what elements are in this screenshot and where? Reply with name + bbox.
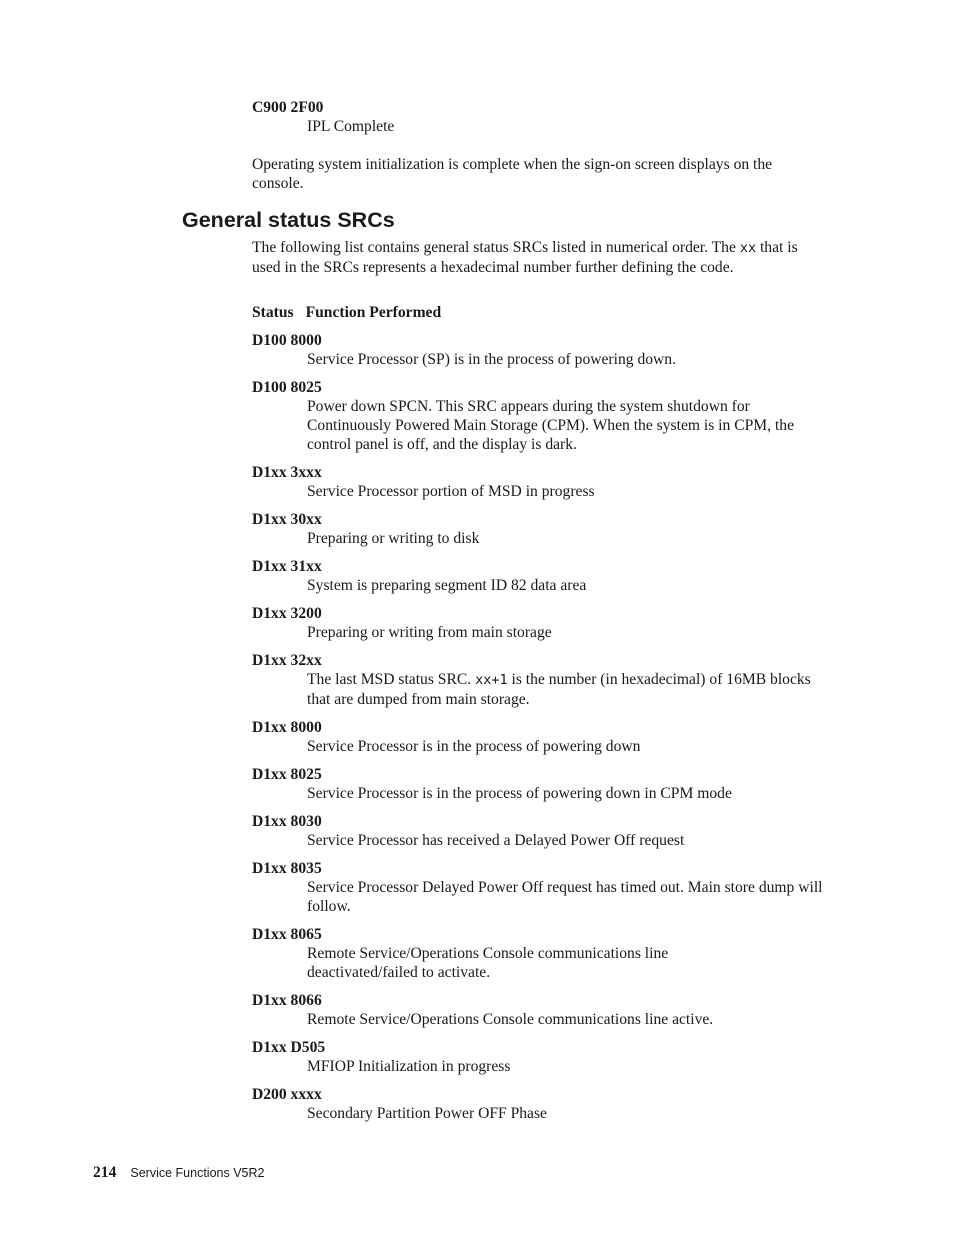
entry-code: D100 8025: [252, 379, 322, 396]
intro-paragraph: [252, 238, 812, 277]
list-item: [252, 331, 832, 369]
body-paragraph: Operating system initialization is complete when the sign-on screen displays on the console.: [252, 156, 773, 192]
top-paragraph-block: [252, 155, 817, 193]
list-item: [252, 859, 832, 916]
top-entry: [252, 98, 832, 136]
entry-description-rest: is the number (in hexadecimal) of 16MB blocks that are dumped from main storage.: [307, 671, 811, 708]
list-item: [252, 1085, 832, 1123]
list-item: [252, 604, 832, 642]
entry-code: D200 xxxx: [252, 1086, 322, 1103]
list-item: [252, 812, 832, 850]
list-item: [252, 378, 832, 454]
entry-code: D1xx 8030: [252, 813, 322, 830]
section-intro: [252, 238, 812, 277]
entry-description: Remote Service/Operations Console communications line deactivated/failed to activate.: [307, 945, 669, 981]
entry-code: D1xx 8025: [252, 766, 322, 783]
entry-code: C900 2F00: [252, 99, 324, 116]
entries-list: [252, 331, 832, 1123]
src-list: [252, 303, 832, 1132]
entry-description: Power down SPCN. This SRC appears during the system shutdown for Continuously Powered Main Storage (CPM). When the system is in CPM, the control panel is off, and the display is dark.: [307, 398, 794, 453]
list-item: [252, 557, 832, 595]
entry-description: MFIOP Initialization in progress: [307, 1058, 511, 1075]
entry-description-code: xx+1: [475, 672, 508, 688]
list-item: [252, 765, 832, 803]
column-header-status: Status: [252, 304, 294, 321]
entry-description: Remote Service/Operations Console communications line active.: [307, 1011, 714, 1028]
list-item: [252, 991, 832, 1029]
list-item: [252, 1038, 832, 1076]
list-item: [252, 463, 832, 501]
entry-description: Service Processor portion of MSD in progress: [307, 483, 595, 500]
entry-code: D1xx 3200: [252, 605, 322, 622]
list-item: [252, 651, 832, 709]
entry-code: D1xx 31xx: [252, 558, 322, 575]
entry-code: D1xx 8066: [252, 992, 322, 1009]
page-footer: [93, 1163, 264, 1183]
entry-description: Service Processor is in the process of powering down: [307, 738, 641, 755]
intro-text-end: that is used in the SRCs represents a hexadecimal number further defining the code.: [252, 239, 798, 276]
intro-code: xx: [739, 240, 757, 256]
column-header-function: Function Performed: [305, 304, 442, 321]
entry-description: [307, 670, 832, 709]
entry-description: Service Processor has received a Delayed Power Off request: [307, 832, 685, 849]
entry-description: Service Processor (SP) is in the process of powering down.: [307, 351, 676, 368]
entry-code: D1xx 8035: [252, 860, 322, 877]
page-number: 214: [93, 1164, 117, 1181]
entry-code: D1xx 3xxx: [252, 464, 322, 481]
entry-description-prefix: The last MSD status SRC.: [307, 671, 476, 688]
book-title: Service Functions V5R2: [130, 1166, 265, 1180]
entry-description: Service Processor is in the process of powering down in CPM mode: [307, 785, 732, 802]
list-item: [252, 510, 832, 548]
entry-code: D1xx 8000: [252, 719, 322, 736]
entry-description: Service Processor Delayed Power Off request has timed out. Main store dump will follow.: [307, 879, 823, 915]
entry-description: System is preparing segment ID 82 data area: [307, 577, 587, 594]
entry-code: D100 8000: [252, 332, 322, 349]
column-headers: [252, 303, 832, 322]
entry-code: D1xx 8065: [252, 926, 322, 943]
entry-description: Preparing or writing from main storage: [307, 624, 552, 641]
section-heading: General status SRCs: [182, 208, 395, 232]
entry-code: D1xx 30xx: [252, 511, 322, 528]
list-item: [252, 925, 832, 982]
intro-text-start: The following list contains general status SRCs listed in numerical order. The: [252, 239, 740, 256]
list-item: [252, 718, 832, 756]
entry-code: D1xx D505: [252, 1039, 326, 1056]
entry-description: IPL Complete: [307, 118, 395, 135]
entry-code: D1xx 32xx: [252, 652, 322, 669]
entry-description: Secondary Partition Power OFF Phase: [307, 1105, 547, 1122]
entry-description: Preparing or writing to disk: [307, 530, 480, 547]
